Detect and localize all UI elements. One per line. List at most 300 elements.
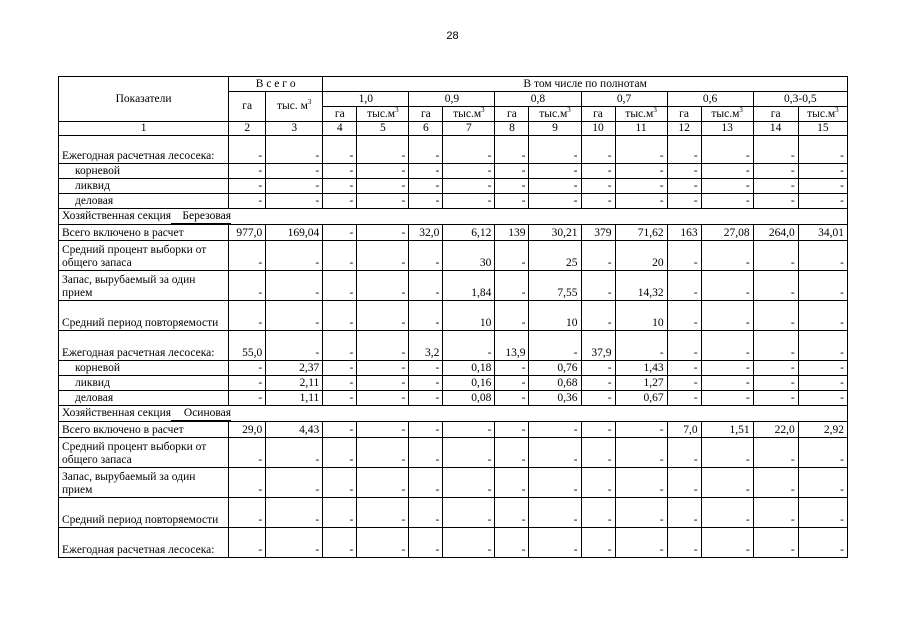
table-cell: 10 [443,301,495,331]
table-cell: - [229,164,266,179]
table-cell: - [495,301,529,331]
table-cell: - [581,194,615,209]
table-cell: - [753,241,798,271]
table-cell: - [266,301,323,331]
column-number: 8 [495,122,529,136]
table-cell: - [581,468,615,498]
table-cell: - [229,301,266,331]
table-cell: - [529,331,581,361]
table-cell: - [229,438,266,468]
table-cell: 30 [443,241,495,271]
table-cell: - [798,498,847,528]
header-unit-vol: $тыс.м^3$ [357,107,409,122]
table-cell: - [323,376,357,391]
table-cell: - [323,361,357,376]
table-cell: - [701,331,753,361]
table-cell: 37,9 [581,331,615,361]
table-cell: 34,01 [798,225,847,241]
table-cell: - [357,301,409,331]
table-cell: - [667,136,701,164]
table-cell: 1,51 [701,422,753,438]
table-cell: - [667,164,701,179]
table-cell: - [615,528,667,558]
table-cell: - [357,391,409,406]
table-cell: - [323,391,357,406]
table-cell: - [266,438,323,468]
table-cell: - [753,179,798,194]
table-cell: - [701,528,753,558]
table-cell: - [495,498,529,528]
header-density-0-9: 0,9 [409,92,495,107]
table-cell: - [266,331,323,361]
header-unit-vol: $тыс.м^3$ [701,107,753,122]
table-cell: - [266,498,323,528]
table-cell: - [667,301,701,331]
row-label: деловая [59,391,229,406]
table-cell: - [495,194,529,209]
table-cell: 6,12 [443,225,495,241]
table-cell: - [323,194,357,209]
table-cell: 2,11 [266,376,323,391]
table-cell: - [667,179,701,194]
table-cell: - [229,271,266,301]
table-cell: 55,0 [229,331,266,361]
table-cell: - [229,361,266,376]
header-density-1-0: 1,0 [323,92,409,107]
table-cell: - [443,136,495,164]
table-cell: - [409,498,443,528]
table-cell: - [701,164,753,179]
table-cell: - [357,528,409,558]
table-cell: - [667,391,701,406]
header-total-ha: га [229,92,266,122]
header-indicators: Показатели [59,77,229,122]
table-cell: - [798,468,847,498]
table-row [59,331,848,361]
table-cell: 7,0 [667,422,701,438]
table-cell: 0,67 [615,391,667,406]
table-cell: - [753,468,798,498]
table-cell: - [667,438,701,468]
table-row [59,179,848,194]
table-row [59,271,848,301]
table-cell: 0,76 [529,361,581,376]
column-number: 5 [357,122,409,136]
row-label: Всего включено в расчет [59,225,229,241]
header-unit-ha: га [581,107,615,122]
table-cell: - [529,422,581,438]
table-cell: - [443,194,495,209]
column-numbers-row [59,122,848,136]
table-cell: - [409,528,443,558]
table-cell: 71,62 [615,225,667,241]
header-unit-vol: $тыс.м^3$ [529,107,581,122]
table-cell: - [323,225,357,241]
table-cell: 0,08 [443,391,495,406]
table-row [59,164,848,179]
table-row [59,528,848,558]
header-unit-ha: га [409,107,443,122]
table-cell: - [753,376,798,391]
section-label: Хозяйственная секция [62,407,172,419]
row-label: корневой [59,164,229,179]
table-cell: - [443,528,495,558]
section-name: Осиновая [171,407,231,421]
table-cell: - [581,164,615,179]
section-title [59,406,848,422]
table-cell: - [753,498,798,528]
table-cell: - [409,361,443,376]
header-total: В с е г о [229,77,323,92]
header-unit-ha: га [323,107,357,122]
table-cell: 22,0 [753,422,798,438]
table-cell: - [266,179,323,194]
table-cell: - [443,331,495,361]
table-row [59,241,848,271]
table-cell: - [323,301,357,331]
table-cell: - [753,271,798,301]
table-cell: - [323,468,357,498]
column-number: 3 [266,122,323,136]
table-cell: - [495,271,529,301]
table-cell: - [753,391,798,406]
table-cell: - [357,438,409,468]
table-cell: - [409,194,443,209]
table-cell: - [701,438,753,468]
table-cell: - [615,331,667,361]
table-cell: - [229,528,266,558]
table-cell: - [753,164,798,179]
table-cell: 169,04 [266,225,323,241]
table-cell: 32,0 [409,225,443,241]
table-cell: - [357,361,409,376]
table-cell: - [323,179,357,194]
table-cell: - [409,241,443,271]
table-cell: - [495,164,529,179]
table-cell: 2,37 [266,361,323,376]
table-cell: - [701,301,753,331]
column-number: 13 [701,122,753,136]
table-row [59,422,848,438]
table-cell: 7,55 [529,271,581,301]
header-unit-vol: $тыс.м^3$ [798,107,847,122]
column-number: 2 [229,122,266,136]
column-number: 7 [443,122,495,136]
table-cell: - [357,241,409,271]
table-cell: - [529,164,581,179]
table-cell: - [443,498,495,528]
header-density-0-3-0-5: 0,3-0,5 [753,92,847,107]
table-cell: - [529,528,581,558]
table-cell: - [753,438,798,468]
table-cell: - [409,438,443,468]
table-cell: - [753,136,798,164]
table-cell: - [357,136,409,164]
table-row [59,194,848,209]
table-cell: - [357,498,409,528]
header-by-density: В том числе по полнотам [323,77,848,92]
column-number: 6 [409,122,443,136]
table-cell: - [323,136,357,164]
row-label: Средний период повторяемости [59,301,229,331]
section-name: Березовая [171,210,231,224]
row-label: Запас, вырубаемый за один прием [59,271,229,301]
table-cell: - [357,331,409,361]
table-cell: - [409,136,443,164]
table-cell: - [229,194,266,209]
table-cell: - [798,331,847,361]
table-cell: - [409,376,443,391]
table-cell: - [357,194,409,209]
table-cell: - [495,241,529,271]
header-density-0-8: 0,8 [495,92,581,107]
table-cell: 20 [615,241,667,271]
table-cell: - [701,391,753,406]
header-density-0-6: 0,6 [667,92,753,107]
table-cell: 264,0 [753,225,798,241]
row-label: Запас, вырубаемый за один прием [59,468,229,498]
table-header [59,77,848,136]
table-cell: - [615,438,667,468]
table-cell: - [229,468,266,498]
table-cell: - [495,391,529,406]
table-cell: - [495,528,529,558]
table-cell: - [229,179,266,194]
table-cell: - [581,271,615,301]
table-cell: - [443,468,495,498]
table-body [59,136,848,558]
table-cell: - [615,422,667,438]
table-cell: - [701,179,753,194]
table-cell: 10 [529,301,581,331]
table-cell: - [667,376,701,391]
table-cell: - [581,241,615,271]
table-cell: 379 [581,225,615,241]
table-cell: 1,43 [615,361,667,376]
table-cell: - [357,376,409,391]
table-cell: - [667,241,701,271]
table-cell: - [266,164,323,179]
table-cell: - [229,498,266,528]
section-row [59,209,848,225]
table-cell: - [667,361,701,376]
table-cell: - [323,164,357,179]
table-cell: - [701,241,753,271]
table-row [59,361,848,376]
row-label: Средний процент выборки от общего запаса [59,438,229,468]
table-row [59,438,848,468]
table-cell: - [529,498,581,528]
table-cell: - [581,438,615,468]
table-cell: - [701,136,753,164]
row-label: деловая [59,194,229,209]
table-cell: - [701,271,753,301]
column-number: 15 [798,122,847,136]
table-cell: - [495,136,529,164]
table-cell: 163 [667,225,701,241]
table-cell: - [266,194,323,209]
table-cell: 139 [495,225,529,241]
table-cell: 0,18 [443,361,495,376]
row-label: ликвид [59,376,229,391]
table-cell: - [798,301,847,331]
table-cell: 14,32 [615,271,667,301]
column-number: 4 [323,122,357,136]
table-cell: - [409,468,443,498]
table-cell: - [443,438,495,468]
table-cell: 13,9 [495,331,529,361]
table-cell: - [229,241,266,271]
table-cell: 977,0 [229,225,266,241]
row-label: Ежегодная расчетная лесосека: [59,136,229,164]
table-cell: - [409,422,443,438]
table-cell: - [798,179,847,194]
table-cell: - [357,179,409,194]
table-cell: - [615,468,667,498]
table-cell: - [266,136,323,164]
column-number: 11 [615,122,667,136]
header-total-vol: тыс. $м^3$ [266,92,323,122]
table-cell: - [409,179,443,194]
table-cell: - [753,194,798,209]
table-cell: - [581,422,615,438]
table-cell: - [266,528,323,558]
table-cell: - [581,391,615,406]
table-cell: - [323,438,357,468]
table-cell: - [357,225,409,241]
table-cell: - [581,301,615,331]
table-row [59,468,848,498]
table-cell: - [443,164,495,179]
table-cell: - [667,528,701,558]
table-row [59,136,848,164]
table-cell: - [529,438,581,468]
table-cell: - [753,528,798,558]
table-cell: - [529,136,581,164]
forest-calculation-table [58,76,848,558]
row-label: Ежегодная расчетная лесосека: [59,528,229,558]
table-cell: - [357,422,409,438]
table-cell: - [409,391,443,406]
table-cell: - [581,179,615,194]
table-cell: 0,68 [529,376,581,391]
table-cell: 1,84 [443,271,495,301]
table-cell: - [667,331,701,361]
table-cell: - [409,164,443,179]
table-cell: - [495,361,529,376]
table-cell: - [266,468,323,498]
row-label: Ежегодная расчетная лесосека: [59,331,229,361]
row-label: Средний период повторяемости [59,498,229,528]
table-cell: - [615,498,667,528]
table-cell: - [323,498,357,528]
table-cell: - [443,422,495,438]
header-unit-ha: га [753,107,798,122]
table-cell: - [667,271,701,301]
table-cell: 0,16 [443,376,495,391]
table-cell: 1,27 [615,376,667,391]
table-cell: 25 [529,241,581,271]
table-cell: - [798,391,847,406]
table-cell: - [753,331,798,361]
table-row [59,498,848,528]
table-cell: - [443,179,495,194]
table-cell: - [357,468,409,498]
section-title [59,209,848,225]
table-cell: - [581,136,615,164]
table-cell: - [798,271,847,301]
column-number: 1 [59,122,229,136]
section-label: Хозяйственная секция [62,210,172,222]
column-number: 10 [581,122,615,136]
table-cell: - [798,361,847,376]
table-row [59,301,848,331]
table-cell: - [798,241,847,271]
table-cell: - [798,376,847,391]
table-cell: - [495,438,529,468]
row-label: корневой [59,361,229,376]
table-cell: - [753,301,798,331]
table-cell: - [581,498,615,528]
table-cell: 29,0 [229,422,266,438]
table-cell: 27,08 [701,225,753,241]
table-cell: - [323,528,357,558]
table-cell: - [495,179,529,194]
table-cell: - [229,391,266,406]
table-cell: - [323,422,357,438]
table-cell: - [495,422,529,438]
header-unit-ha: га [667,107,701,122]
table-cell: - [701,498,753,528]
table-cell: - [667,498,701,528]
table-cell: - [266,241,323,271]
table-cell: - [581,528,615,558]
row-label: ликвид [59,179,229,194]
table-cell: - [798,164,847,179]
table-cell: - [667,468,701,498]
table-cell: - [798,194,847,209]
table-cell: - [615,194,667,209]
table-cell: - [266,271,323,301]
table-cell: 2,92 [798,422,847,438]
table-cell: 1,11 [266,391,323,406]
table-cell: - [495,376,529,391]
table-cell: - [357,271,409,301]
page-number: 28 [446,30,459,42]
table-cell: 0,36 [529,391,581,406]
column-number: 14 [753,122,798,136]
header-density-0-7: 0,7 [581,92,667,107]
table-cell: - [229,376,266,391]
section-row [59,406,848,422]
table-cell: - [701,468,753,498]
table-cell: 3,2 [409,331,443,361]
table-row [59,225,848,241]
table-cell: - [798,136,847,164]
table-cell: - [701,361,753,376]
table-cell: - [798,438,847,468]
table-cell: - [581,361,615,376]
table-cell: - [409,301,443,331]
table-cell: 10 [615,301,667,331]
row-label: Всего включено в расчет [59,422,229,438]
table-row [59,376,848,391]
table-cell: - [229,136,266,164]
table-cell: - [615,164,667,179]
column-number: 12 [667,122,701,136]
table-cell: 30,21 [529,225,581,241]
table-cell: - [323,331,357,361]
